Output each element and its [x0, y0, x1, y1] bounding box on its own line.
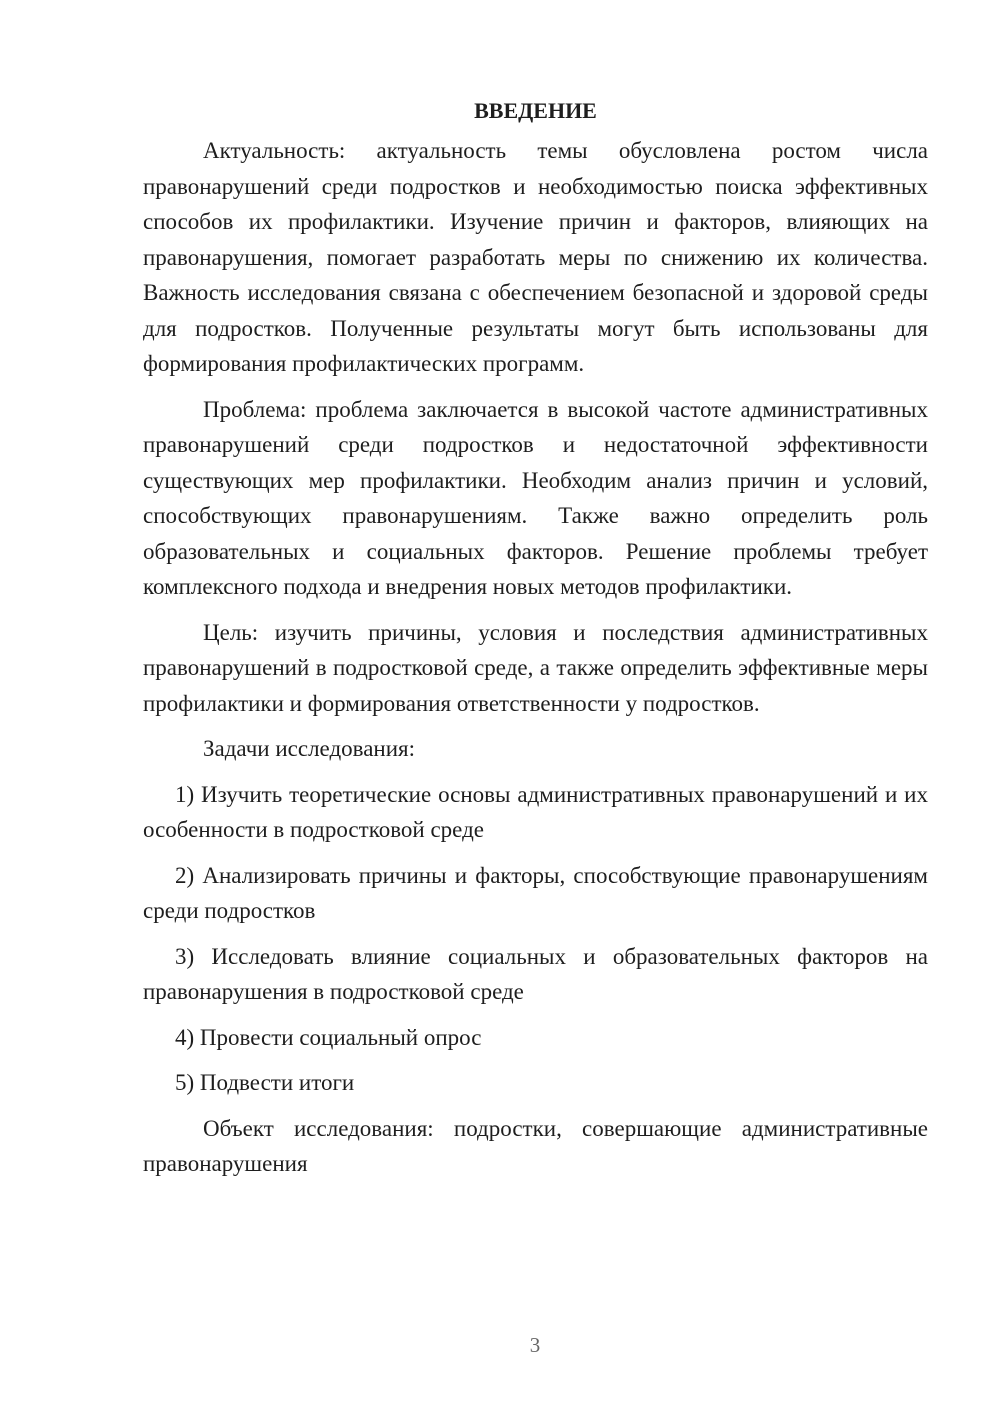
document-body: [143, 93, 928, 1192]
paragraph-goal: Цель: изучить причины, условия и последствия административных правонарушений в подростковой среде, а также определить эффективные меры профилактики и формирования ответственности у подростков.: [143, 619, 928, 716]
task-item: 3) Исследовать влияние социальных и образовательных факторов на правонарушения в подростковой среде: [143, 943, 928, 1004]
paragraph-object: Объект исследования: подростки, совершающие административные правонарушения: [143, 1115, 928, 1176]
task-item: 4) Провести социальный опрос: [175, 1024, 482, 1050]
task-item: 1) Изучить теоретические основы административных правонарушений и их особенности в подростковой среде: [143, 781, 928, 842]
paragraph-tasks-title: Задачи исследования:: [203, 736, 416, 761]
task-item: 5) Подвести итоги: [175, 1070, 355, 1095]
page-number: 3: [529, 1333, 541, 1357]
paragraph-problem: Проблема: проблема заключается в высокой частоте административных правонарушений среди подростков и недостаточной эффективности существующих мер профилактики. Необходим анализ причин и условий, способствующих правонарушениям. Также важно определить роль образовательных и социальных факторов. Решение проблемы требует комплексного подхода и внедрения новых методов профилактики.: [143, 396, 928, 599]
paragraph-relevance: Актуальность: актуальность темы обусловлена ростом числа правонарушений среди подростков и необходимостью поиска эффективных способов их профилактики. Изучение причин и факторов, влияющих на правонарушения, помогает разработать меры по снижению их количества. Важность исследования связана с обеспечением безопасной и здоровой среды для подростков. Полученные результаты могут быть использованы для формирования профилактических программ.: [143, 138, 928, 376]
task-item: 2) Анализировать причины и факторы, способствующие правонарушениям среди подростков: [143, 862, 928, 923]
section-heading: ВВЕДЕНИЕ: [474, 98, 597, 123]
